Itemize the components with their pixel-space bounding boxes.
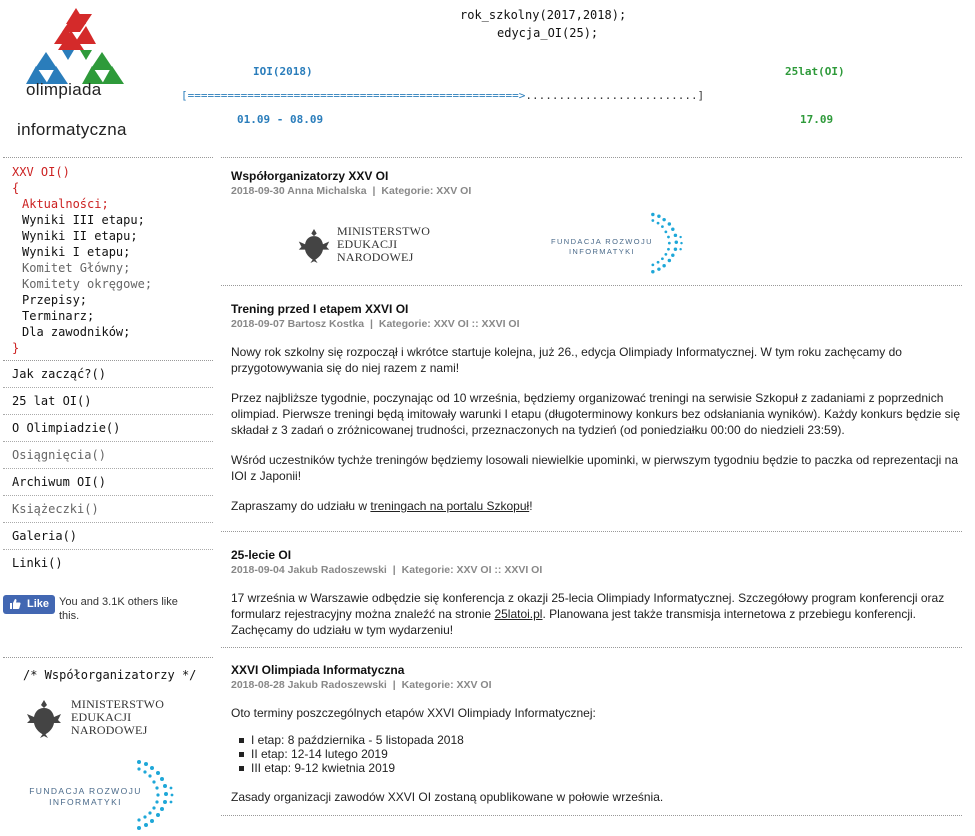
list-item: III etap: 9-12 kwietnia 2019 xyxy=(239,761,962,775)
menu-item-results-2[interactable]: Wyniki II etapu; xyxy=(22,229,138,243)
edition-menu xyxy=(3,157,213,361)
text-span: 17 września w Warszawie odbędzie się konferencja z okazji 25-lecia Olimpiady Informatycznej. Szczegółowy program konferencji oraz formularz rejestracyjny można znaleźć na stronie xyxy=(231,591,945,621)
post-date-author: 2018-09-07 Bartosz Kostka xyxy=(231,318,365,330)
nav-about[interactable]: O Olimpiadzie() xyxy=(3,415,213,442)
post-title[interactable]: 25-lecie OI xyxy=(231,548,292,562)
post-category[interactable]: Kategorie: XXV OI :: XXVI OI xyxy=(401,564,543,576)
post-category[interactable]: Kategorie: XXV OI xyxy=(381,185,472,197)
anniversary-date: 17.09 xyxy=(800,113,834,126)
men-line1: MINISTERSTWO xyxy=(337,224,431,238)
nav-links[interactable]: Linki() xyxy=(12,556,63,570)
menu-item-results-3[interactable]: Wyniki III etapu; xyxy=(22,213,145,227)
anniversary-label[interactable]: 25lat(OI) xyxy=(785,65,845,78)
men-line1: MINISTERSTWO xyxy=(71,697,165,711)
close-brace: } xyxy=(12,341,20,355)
sponsors-box xyxy=(3,657,213,836)
page-header xyxy=(0,0,975,150)
sidebar xyxy=(3,157,213,807)
dots-arc-icon xyxy=(131,758,175,834)
post-date-author: 2018-08-28 Jakub Radoszewski xyxy=(231,679,387,691)
timeline-remaining: ..........................] xyxy=(525,89,705,102)
men-line2: EDUKACJI xyxy=(71,710,132,724)
main-nav xyxy=(3,361,213,577)
fri-line2: INFORMATYKI xyxy=(568,247,636,256)
men-line2: EDUKACJI xyxy=(337,237,398,251)
text-span: ! xyxy=(529,499,533,513)
eagle-emblem-icon xyxy=(297,227,331,265)
logo-text-line1: olimpiada xyxy=(26,80,102,99)
post-title[interactable]: Współorganizatorzy XXV OI xyxy=(231,169,389,183)
logo-text-line2: informatyczna xyxy=(17,120,127,139)
fri-logo-sidebar[interactable] xyxy=(23,758,183,836)
facebook-like-button[interactable] xyxy=(3,595,55,614)
post-category[interactable]: Kategorie: XXV OI :: XXVI OI xyxy=(378,318,520,330)
nav-booklets[interactable]: Książeczki() xyxy=(3,496,213,523)
meta-separator: | xyxy=(370,318,373,330)
post-paragraph: Wśród uczestników tychże treningów będziemy losowali niewielkie upominki, w pierwszym tygodniu będzie to paczka od reprezentacji na IOI z Japonii! xyxy=(231,453,959,483)
post-divider xyxy=(221,647,962,648)
stages-list xyxy=(239,733,962,775)
post-25th-anniversary xyxy=(231,548,962,638)
nav-how-to-start[interactable]: Jak zacząć?() xyxy=(3,361,213,388)
szkopul-training-link[interactable]: treningach na portalu Szkopuł xyxy=(370,499,530,513)
post-paragraph xyxy=(231,498,962,514)
open-brace: { xyxy=(12,181,20,195)
menu-item-results-1[interactable]: Wyniki I etapu; xyxy=(22,245,131,259)
fri-line2: INFORMATYKI xyxy=(49,797,122,807)
thumbs-up-icon xyxy=(9,598,21,610)
post-divider xyxy=(221,285,962,286)
nav-25-years[interactable]: 25 lat OI() xyxy=(3,388,213,415)
nav-achievements[interactable]: Osiągnięcia() xyxy=(3,442,213,469)
ioi-label[interactable]: IOI(2018) xyxy=(253,65,313,78)
fri-line1: FUNDACJA ROZWOJU xyxy=(551,237,653,246)
post-date-author: 2018-09-30 Anna Michalska xyxy=(231,185,367,197)
post-body xyxy=(231,344,962,514)
post-body xyxy=(231,590,962,638)
post-date-author: 2018-09-04 Jakub Radoszewski xyxy=(231,564,387,576)
ioi-date: 01.09 - 08.09 xyxy=(237,113,324,126)
post-divider xyxy=(221,531,962,532)
menu-item-main-committee[interactable]: Komitet Główny; xyxy=(22,261,131,275)
post-category[interactable]: Kategorie: XXV OI xyxy=(401,679,492,691)
facebook-like-widget xyxy=(3,593,213,633)
sponsors-title: /* Współorganizatorzy */ xyxy=(23,668,197,682)
25latoi-link[interactable]: 25latoi.pl xyxy=(494,607,543,621)
main-top-divider xyxy=(221,157,962,158)
meta-separator: | xyxy=(372,185,376,197)
timeline-progress: [==================================================> xyxy=(181,89,526,102)
school-year-code: rok_szkolny(2017,2018); xyxy=(460,8,627,22)
menu-item-for-contestants[interactable]: Dla zawodników; xyxy=(22,325,131,339)
facebook-like-count: You and 3.1K others like this. xyxy=(59,596,178,622)
post-title[interactable]: XXVI Olimpiada Informatyczna xyxy=(231,663,405,677)
menu-item-rules[interactable]: Przepisy; xyxy=(22,293,88,307)
post-title[interactable]: Trening przed I etapem XXVI OI xyxy=(231,302,409,316)
post-meta xyxy=(231,564,962,576)
men-line3: NARODOWEJ xyxy=(71,723,148,737)
nav-gallery[interactable]: Galeria() xyxy=(3,523,213,550)
menu-item-regional-committees[interactable]: Komitety okręgowe; xyxy=(22,277,153,291)
facebook-like-label: Like xyxy=(27,598,50,610)
eagle-emblem-icon xyxy=(25,698,63,740)
menu-item-schedule[interactable]: Terminarz; xyxy=(22,309,95,323)
fri-line1: FUNDACJA ROZWOJU xyxy=(29,786,142,796)
edition-menu-title[interactable]: XXV OI() xyxy=(12,165,70,179)
text-span: Zapraszamy do udziału w xyxy=(231,499,371,513)
edition-code: edycja_OI(25); xyxy=(497,26,599,40)
post-paragraph xyxy=(231,590,962,638)
post-paragraph: Oto terminy poszczególnych etapów XXVI Olimpiady Informatycznej: xyxy=(231,706,596,720)
post-training xyxy=(231,302,962,514)
post-body xyxy=(231,705,962,805)
post-paragraph: Przez najbliższe tygodnie, poczynając od 10 września, będziemy organizować treningi na serwisie Szkopuł z zadaniami z poprzednich olimpiad. Pierwsze treningi będą imitowały warunki I etapu (długoterminowy konkurs bez odsłaniania wyników). Każdy konkurs będzie się składał z 3 zadań o zróżnicowanej trudności, przeznaczonych na tydzień (od poniedziałku 00:00 do niedzieli 23:59). xyxy=(231,391,961,437)
list-item: II etap: 12-14 lutego 2019 xyxy=(239,747,962,761)
men-logo[interactable] xyxy=(297,221,497,271)
post-meta xyxy=(231,185,962,197)
nav-archive[interactable]: Archiwum OI() xyxy=(3,469,213,496)
post-cosponsors xyxy=(231,169,962,264)
post-meta xyxy=(231,679,962,691)
meta-separator: | xyxy=(392,679,396,691)
dots-arc-icon xyxy=(645,211,685,277)
list-item: I etap: 8 października - 5 listopada 2018 xyxy=(239,733,962,747)
post-meta xyxy=(231,318,962,330)
post-paragraph: Nowy rok szkolny się rozpoczął i wkrótce startuje kolejna, już 26., edycja Olimpiady Informatycznej. W tym roku zachęcamy do przygotowywania się do niej razem z nami! xyxy=(231,345,902,375)
menu-item-news[interactable]: Aktualności; xyxy=(22,197,109,211)
post-xxvi-oi xyxy=(231,663,962,805)
post-paragraph: Zasady organizacji zawodów XXVI OI zostaną opublikowane w połowie września. xyxy=(231,790,664,804)
post-divider xyxy=(221,815,962,816)
meta-separator: | xyxy=(392,564,396,576)
text-span: . Planowana jest także transmisja internetowa z przebiegu konferencji. Zachęcamy do udziału w tym wydarzeniu! xyxy=(231,607,917,637)
men-line3: NARODOWEJ xyxy=(337,250,414,264)
timeline-bar xyxy=(181,89,704,102)
fri-logo[interactable] xyxy=(551,209,691,279)
